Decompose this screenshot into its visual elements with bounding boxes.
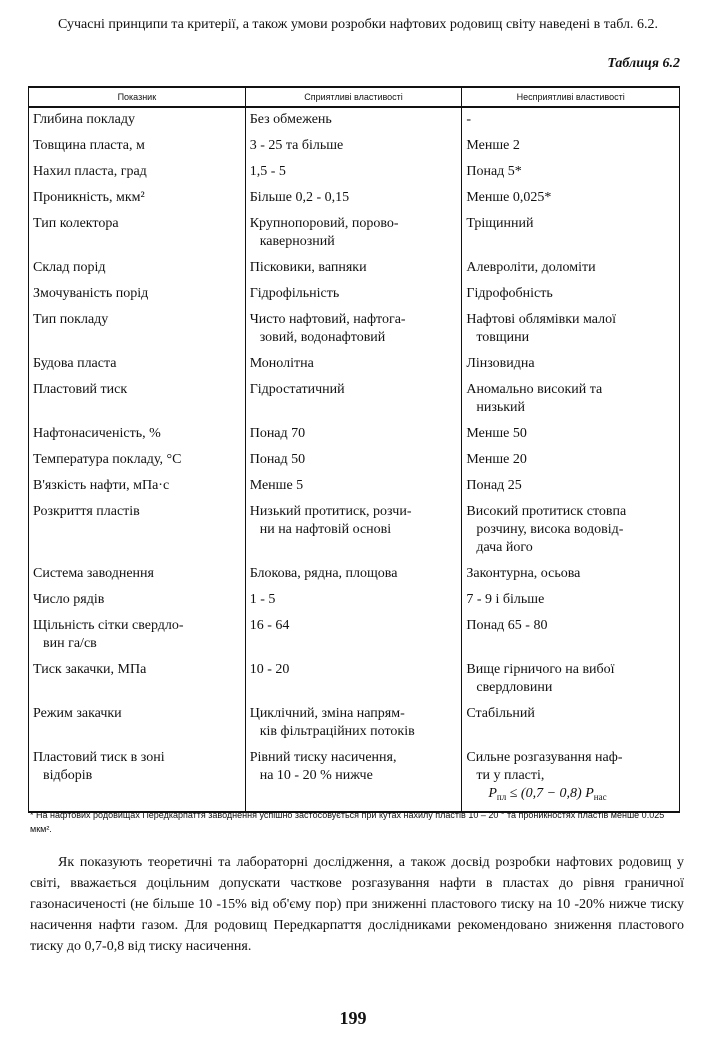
indicator-cell [29,378,246,422]
table-row [29,500,680,562]
favorable-cell [245,134,462,160]
indicator-cell [29,422,246,448]
indicator-cell [29,186,246,212]
indicator-cell-text: Глибина покладу [33,112,135,127]
unfavorable-cell [462,658,680,702]
favorable-cell-text: Низький протитиск, розчи- [249,504,412,519]
indicator-cell-text: Тип колектора [33,216,119,231]
favorable-cell-text: Циклічний, зміна напрям- [249,706,405,721]
indicator-cell [29,160,246,186]
unfavorable-cell-text: Понад 25 [466,478,522,493]
indicator-cell-text: Щільність сітки свердло- [33,618,184,633]
unfavorable-cell [462,212,680,256]
table-row [29,746,680,812]
unfavorable-cell-text: - [466,112,472,127]
favorable-cell-text: 16 - 64 [249,618,290,633]
pressure-formula [466,785,675,806]
favorable-cell-continuation: зовий, водонафтовий [259,330,386,345]
indicator-cell-text: Тип покладу [33,312,109,327]
closing-paragraph: Як показують теоретичні та лабораторні дослідження, а також досвід розробки нафтових родовищ у світі, вважається доцільним допускати часткове розгазування нафти в пластах до рівня граничної газонасиченості (не більше 10 -15% від об'єму пор) при зниженні пластового тиску на 10 -20% нижче тиску насичення нафти газом. Для родовищ Передкарпаття дослідниками рекомендовано зниження пластового тиску до 0,7-0,8 від тиску насичення. [30,855,684,954]
unfavorable-cell [462,474,680,500]
favorable-cell [245,746,462,812]
header-favorable: Сприятливі властивості [245,87,462,107]
unfavorable-cell-text: Понад 65 - 80 [466,618,548,633]
unfavorable-cell-text: Менше 20 [466,452,527,467]
table-row [29,160,680,186]
favorable-cell [245,308,462,352]
indicator-cell [29,746,246,812]
favorable-cell [245,562,462,588]
page-number: 199 [339,1008,367,1028]
header-indicator: Показник [29,87,246,107]
favorable-cell-continuation: ків фільтраційних потоків [259,724,415,739]
table-header-row [29,87,680,107]
unfavorable-cell-text: Понад 5* [466,164,522,179]
indicator-cell-text: Пластовий тиск в зоні [33,750,165,765]
unfavorable-cell-text: Менше 2 [466,138,520,153]
table-row [29,308,680,352]
favorable-cell [245,422,462,448]
table-row [29,256,680,282]
table-body [29,107,680,812]
indicator-cell-continuation: відборів [43,768,93,783]
unfavorable-cell-text: Алевроліти, доломіти [466,260,596,275]
indicator-cell-text: Температура покладу, °С [33,452,182,467]
formula-part: ≤ (0,7 − 0,8) [506,786,586,801]
unfavorable-cell [462,107,680,134]
unfavorable-cell-text: Лінзовидна [466,356,535,371]
indicator-cell-text: Склад порід [33,260,106,275]
favorable-cell-text: Пісковики, вапняки [249,260,367,275]
favorable-cell [245,500,462,562]
unfavorable-cell [462,160,680,186]
indicator-cell [29,256,246,282]
indicator-cell [29,448,246,474]
unfavorable-cell-text: Менше 0,025* [466,190,552,205]
indicator-cell-text: Проникність, мкм² [33,190,145,205]
table-row [29,562,680,588]
table-row [29,212,680,256]
favorable-cell-text: Без обмежень [249,112,332,127]
favorable-cell [245,448,462,474]
indicator-cell-text: Змочуваність порід [33,286,149,301]
favorable-cell-text: Менше 5 [249,478,304,493]
unfavorable-cell [462,352,680,378]
favorable-cell [245,588,462,614]
indicator-cell-text: Нахил пласта, град [33,164,147,179]
unfavorable-cell [462,422,680,448]
table-caption: Таблиця 6.2 [607,56,680,71]
unfavorable-cell [462,562,680,588]
unfavorable-cell-text: Законтурна, осьова [466,566,581,581]
unfavorable-cell-text: Нафтові облямівки малої [466,312,617,327]
formula-part: нас [593,792,607,802]
indicator-cell [29,562,246,588]
favorable-cell-continuation: на 10 - 20 % нижче [259,768,373,783]
unfavorable-cell [462,282,680,308]
indicator-cell [29,614,246,658]
intro-paragraph: Сучасні принципи та критерії, а також умови розробки нафтових родовищ світу наведені в табл. 6.2. [58,17,658,32]
favorable-cell-text: Блокова, рядна, площова [249,566,398,581]
table-row [29,186,680,212]
indicator-cell [29,134,246,160]
favorable-cell-text: 3 - 25 та більше [249,138,344,153]
unfavorable-cell-continuation: розчину, висока водовід- [476,522,624,537]
favorable-cell-text: 10 - 20 [249,662,290,677]
favorable-cell-continuation: ни на нафтовій основі [259,522,392,537]
unfavorable-cell-text: Стабільний [466,706,535,721]
favorable-cell-text: Більше 0,2 - 0,15 [249,190,350,205]
table-row [29,134,680,160]
indicator-cell [29,474,246,500]
table-row [29,448,680,474]
unfavorable-cell [462,746,680,812]
unfavorable-cell [462,500,680,562]
table-row [29,614,680,658]
unfavorable-cell-text: Гідрофобність [466,286,553,301]
unfavorable-cell-continuation: товщини [476,330,530,345]
header-unfavorable: Несприятливі властивості [462,87,680,107]
unfavorable-cell-text: Менше 50 [466,426,527,441]
unfavorable-cell-continuation: дача його [476,540,533,555]
indicator-cell-text: Система заводнення [33,566,154,581]
favorable-cell [245,186,462,212]
favorable-cell [245,160,462,186]
favorable-cell-text: Гідростатичний [249,382,345,397]
table-row [29,378,680,422]
unfavorable-cell [462,588,680,614]
unfavorable-cell [462,378,680,422]
favorable-cell-text: Гідрофільність [249,286,340,301]
favorable-cell-text: Понад 70 [249,426,306,441]
table-row [29,107,680,134]
indicator-cell [29,658,246,702]
unfavorable-cell-continuation: свердловини [476,680,553,695]
indicator-cell [29,212,246,256]
unfavorable-cell [462,702,680,746]
favorable-cell [245,378,462,422]
favorable-cell [245,256,462,282]
favorable-cell-text: Рівний тиску насичення, [249,750,397,765]
indicator-cell-text: Тиск закачки, МПа [33,662,147,677]
unfavorable-cell-text: Вище гірничого на вибої [466,662,615,677]
table-row [29,352,680,378]
unfavorable-cell [462,308,680,352]
favorable-cell [245,352,462,378]
indicator-cell-text: Будова пласта [33,356,117,371]
favorable-cell [245,702,462,746]
favorable-cell [245,474,462,500]
favorable-cell-text: Монолітна [249,356,314,371]
favorable-cell [245,658,462,702]
favorable-cell-continuation: кавернозний [259,234,335,249]
table-row [29,422,680,448]
unfavorable-cell [462,256,680,282]
favorable-cell-text: Чисто нафтовий, нафтога- [249,312,406,327]
indicator-cell [29,588,246,614]
favorable-cell-text: Крупнопоровий, порово- [249,216,399,231]
table-row [29,282,680,308]
footnote: * На нафтових родовищах Передкарпаття заводнення успішно застосовується при кутах нахилу пластів 10 – 20 ° та проникностях пластів менше 0.025 мкм². [30,810,665,834]
table-row [29,588,680,614]
indicator-cell-text: В'язкість нафти, мПа·с [33,478,170,493]
formula-part: P [488,786,497,801]
indicator-cell-text: Режим закачки [33,706,122,721]
indicator-cell [29,702,246,746]
indicator-cell-text: Товщина пласта, м [33,138,145,153]
favorable-cell [245,614,462,658]
indicator-cell-text: Число рядів [33,592,105,607]
favorable-cell [245,107,462,134]
table-row [29,474,680,500]
indicator-cell-text: Розкриття пластів [33,504,140,519]
indicator-cell [29,308,246,352]
unfavorable-cell-continuation: ти у пласті, [476,768,545,783]
indicator-cell-continuation: вин га/св [43,636,97,651]
unfavorable-cell-continuation: низький [476,400,526,415]
indicator-cell-text: Нафтонасиченість, % [33,426,161,441]
formula-part: P [585,786,594,801]
unfavorable-cell-text: 7 - 9 і більше [466,592,545,607]
formula-part: пл [496,792,507,802]
unfavorable-cell [462,614,680,658]
indicator-cell [29,352,246,378]
unfavorable-cell [462,134,680,160]
indicator-cell [29,107,246,134]
unfavorable-cell [462,448,680,474]
unfavorable-cell [462,186,680,212]
properties-table [28,86,680,813]
favorable-cell [245,212,462,256]
unfavorable-cell-text: Тріщинний [466,216,534,231]
unfavorable-cell-text: Високий протитиск стовпа [466,504,627,519]
indicator-cell-text: Пластовий тиск [33,382,128,397]
indicator-cell [29,282,246,308]
unfavorable-cell-text: Сильне розгазування наф- [466,750,623,765]
unfavorable-cell-text: Аномально високий та [466,382,603,397]
indicator-cell [29,500,246,562]
table-row [29,658,680,702]
favorable-cell-text: 1 - 5 [249,592,276,607]
favorable-cell-text: 1,5 - 5 [249,164,286,179]
favorable-cell-text: Понад 50 [249,452,306,467]
table-row [29,702,680,746]
favorable-cell [245,282,462,308]
